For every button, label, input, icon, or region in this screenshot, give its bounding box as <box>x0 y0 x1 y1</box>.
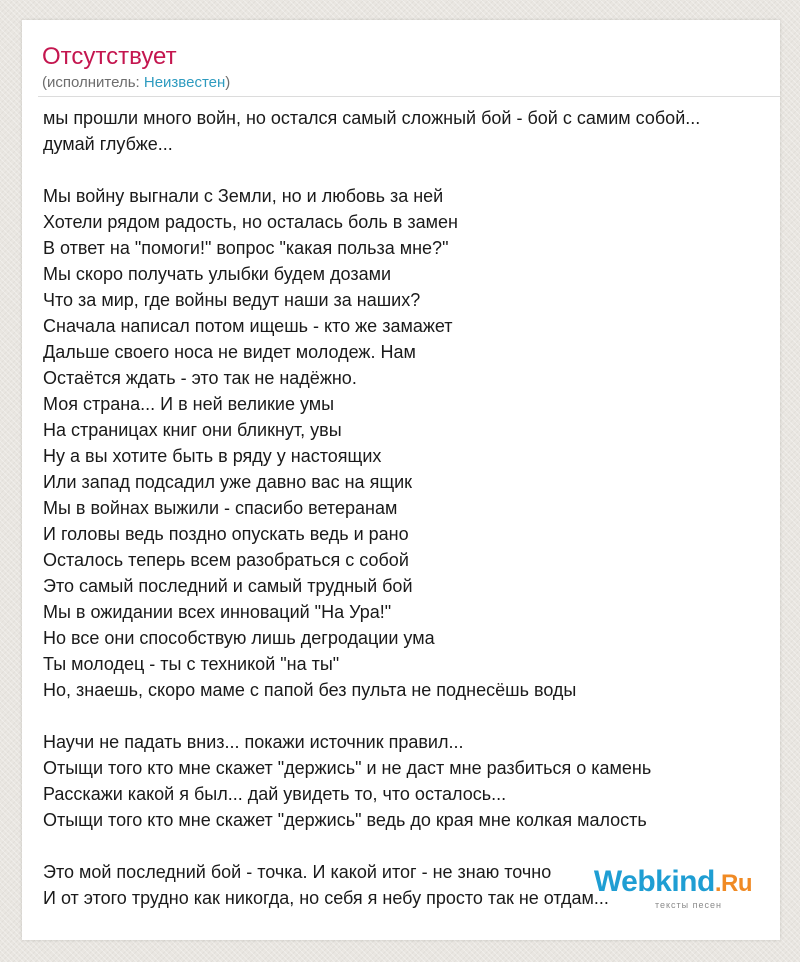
lyric-line: Остаётся ждать - это так не надёжно. <box>43 368 357 388</box>
lyric-line: Хотели рядом радость, но осталась боль в замен <box>43 212 458 232</box>
artist-prefix: (исполнитель: <box>42 74 144 91</box>
lyric-line: Дальше своего носа не видет молодеж. Нам <box>43 342 416 362</box>
lyric-line: Мы скоро получать улыбки будем дозами <box>43 264 392 284</box>
artist-line <box>42 74 230 92</box>
artist-suffix: ) <box>225 74 231 91</box>
lyric-line: Но, знаешь, скоро маме с папой без пульта не поднесёшь воды <box>43 680 577 700</box>
lyric-line: Расскажи какой я был... дай увидеть то, что осталось... <box>43 784 507 804</box>
lyric-line: Ты молодец - ты с техникой "на ты" <box>43 654 340 674</box>
lyric-line: Отыщи того кто мне скажет "держись" ведь до края мне колкая малость <box>43 810 647 830</box>
lyric-line: На страницах книг они бликнут, увы <box>43 420 342 440</box>
watermark-brand: Webkind <box>593 865 715 898</box>
lyric-stanza <box>43 105 773 157</box>
lyric-line: Отыщи того кто мне скажет "держись" и не даст мне разбиться о камень <box>43 758 652 778</box>
watermark-tld: .Ru <box>714 870 752 897</box>
lyric-line: Или запад подсадил уже давно вас на ящик <box>43 472 413 492</box>
lyric-line: Мы в ожидании всех инноваций "На Ура!" <box>43 602 392 622</box>
lyrics-card <box>22 20 780 940</box>
header-divider <box>38 96 780 97</box>
site-watermark <box>594 867 752 910</box>
lyric-line: Это самый последний и самый трудный бой <box>43 576 413 596</box>
lyric-line: И головы ведь поздно опускать ведь и рано <box>43 524 409 544</box>
watermark-tagline: тексты песен <box>654 900 722 910</box>
lyric-line: Что за мир, где войны ведут наши за наших? <box>43 290 421 310</box>
lyric-line: Сначала написал потом ищешь - кто же замажет <box>43 316 453 336</box>
watermark-logo <box>594 867 752 899</box>
lyric-line: Мы в войнах выжили - спасибо ветеранам <box>43 498 398 518</box>
lyric-line: Моя страна... И в ней великие умы <box>43 394 335 414</box>
lyric-line: Осталось теперь всем разобраться с собой <box>43 550 409 570</box>
lyric-stanza <box>43 183 773 703</box>
lyric-line: Научи не падать вниз... покажи источник правил... <box>43 732 464 752</box>
lyric-line: Мы войну выгнали с Земли, но и любовь за ней <box>43 186 444 206</box>
lyric-line: Ну а вы хотите быть в ряду у настоящих <box>43 446 382 466</box>
artist-link[interactable]: Неизвестен <box>143 74 226 91</box>
lyrics-text <box>43 105 773 937</box>
lyric-line: Это мой последний бой - точка. И какой итог - не знаю точно <box>43 862 552 882</box>
song-title: Отсутствует <box>42 43 177 70</box>
lyric-stanza <box>43 729 773 833</box>
lyric-line: мы прошли много войн, но остался самый сложный бой - бой с самим собой... <box>43 108 701 128</box>
lyric-line: И от этого трудно как никогда, но себя я небу просто так не отдам... <box>43 888 609 908</box>
lyric-line: В ответ на "помоги!" вопрос "какая польза мне?" <box>43 238 449 258</box>
lyric-line: Но все они способствую лишь дегродации ума <box>43 628 435 648</box>
lyric-line: думай глубже... <box>43 134 173 154</box>
song-header <box>42 43 230 92</box>
